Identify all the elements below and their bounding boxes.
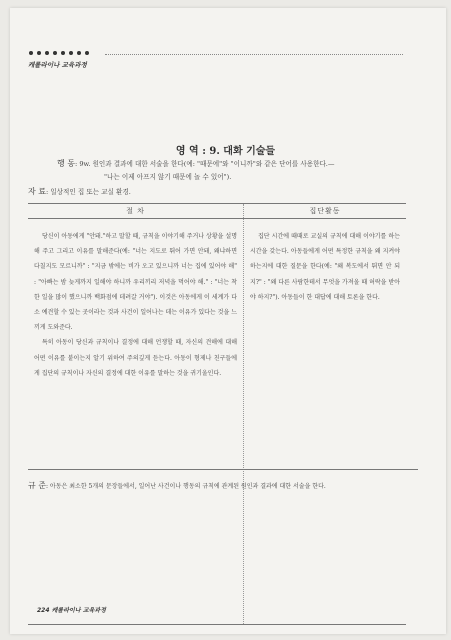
- header-dots: [29, 51, 89, 55]
- behavior-goal: [57, 157, 417, 184]
- dot: [69, 51, 73, 55]
- criterion-text: : 아동은 최소한 5개의 문장들에서, 일어난 사건이나 행동의 규칙에 관계된 원인과 결과에 대한 서술을 한다.: [46, 483, 326, 490]
- procedure-table: [28, 203, 406, 625]
- materials: [28, 186, 131, 197]
- footer-brand: 캐롤라이나 교육과정: [51, 607, 106, 614]
- criterion: [28, 469, 418, 491]
- dot: [45, 51, 49, 55]
- behavior-text-cont: "나는 이제 아프지 않기 때문에 놀 수 있어").: [104, 173, 232, 181]
- procedure-header: 절 차: [28, 204, 244, 219]
- section-title: 영 역 : 9. 대화 기술들: [175, 146, 276, 157]
- materials-text: : 일상적인 집 또는 교실 환경.: [46, 188, 131, 196]
- group-activity-cell: [244, 219, 407, 625]
- procedure-paragraph: 특히 아동이 당신과 규칙이나 결정에 대해 언쟁할 때, 자신의 견해에 대해 어떤 이유를 붙이는지 알기 위하여 주의깊게 듣는다. 아동이 형제나 친구들에게 집단의 규칙이나 자신의 결정에 대한 이유를 말하는 것을 귀기울인다.: [34, 339, 237, 377]
- dot: [53, 51, 57, 55]
- page-footer: [37, 605, 106, 614]
- header-brand: 캐롤라이나 교육과정: [28, 61, 87, 69]
- page-number: 224: [37, 607, 50, 614]
- behavior-text: : 9w. 원인과 결과에 대한 서술을 한다(예: "때문에"와 "이니까"와 같은 단어를 사용한다.—: [75, 160, 335, 168]
- behavior-label: 행 동: [57, 159, 75, 168]
- dot: [77, 51, 81, 55]
- materials-label: 자 료: [28, 187, 46, 196]
- dot: [85, 51, 89, 55]
- group-activity-text: 집단 시간에 때때로 교실의 규칙에 대해 이야기를 하는 시간을 갖는다. 아동들에게 어떤 특정한 규칙을 왜 지켜야 하는지에 대한 질문을 한다(예: "왜 복도에서 뛰면 안 되지?" : "왜 다른 사람한테서 무엇을 가져올 때 허락을 받아야 하지?"). 아동들이 한 대답에 대해 토론을 한다.: [250, 233, 400, 301]
- dot: [29, 51, 33, 55]
- group-activity-header: 집단활동: [244, 204, 407, 219]
- dot: [37, 51, 41, 55]
- procedure-paragraph: 당신이 아동에게 "안돼."하고 말할 때, 규칙을 이야기해 주거나 상황을 설명해 주고 그리고 이유를 말해준다(예: "너는 지도로 뛰어 가면 안돼, 왜냐하면 다칠지도 모르니까" : "지금 밖에는 비가 오고 있으니까 너는 집에 있어야 해" : "아빠는 밤 늦게까지 일해야 하니까 우리끼리 저녁을 먹어야 해." : "너는 착한 일을 많이 했으니까 백화점에 데려갈 거야"). 이것은 아동에게 이 세계가 다소 예견할 수 있는 곳이라는 것과 사건이 일어나는 데는 이유가 있다는 것을 느끼게 도와준다.: [34, 233, 237, 332]
- dot: [61, 51, 65, 55]
- header-dotted-rule: [105, 54, 403, 55]
- criterion-label: 규 준: [28, 481, 46, 490]
- procedure-cell: [28, 219, 244, 625]
